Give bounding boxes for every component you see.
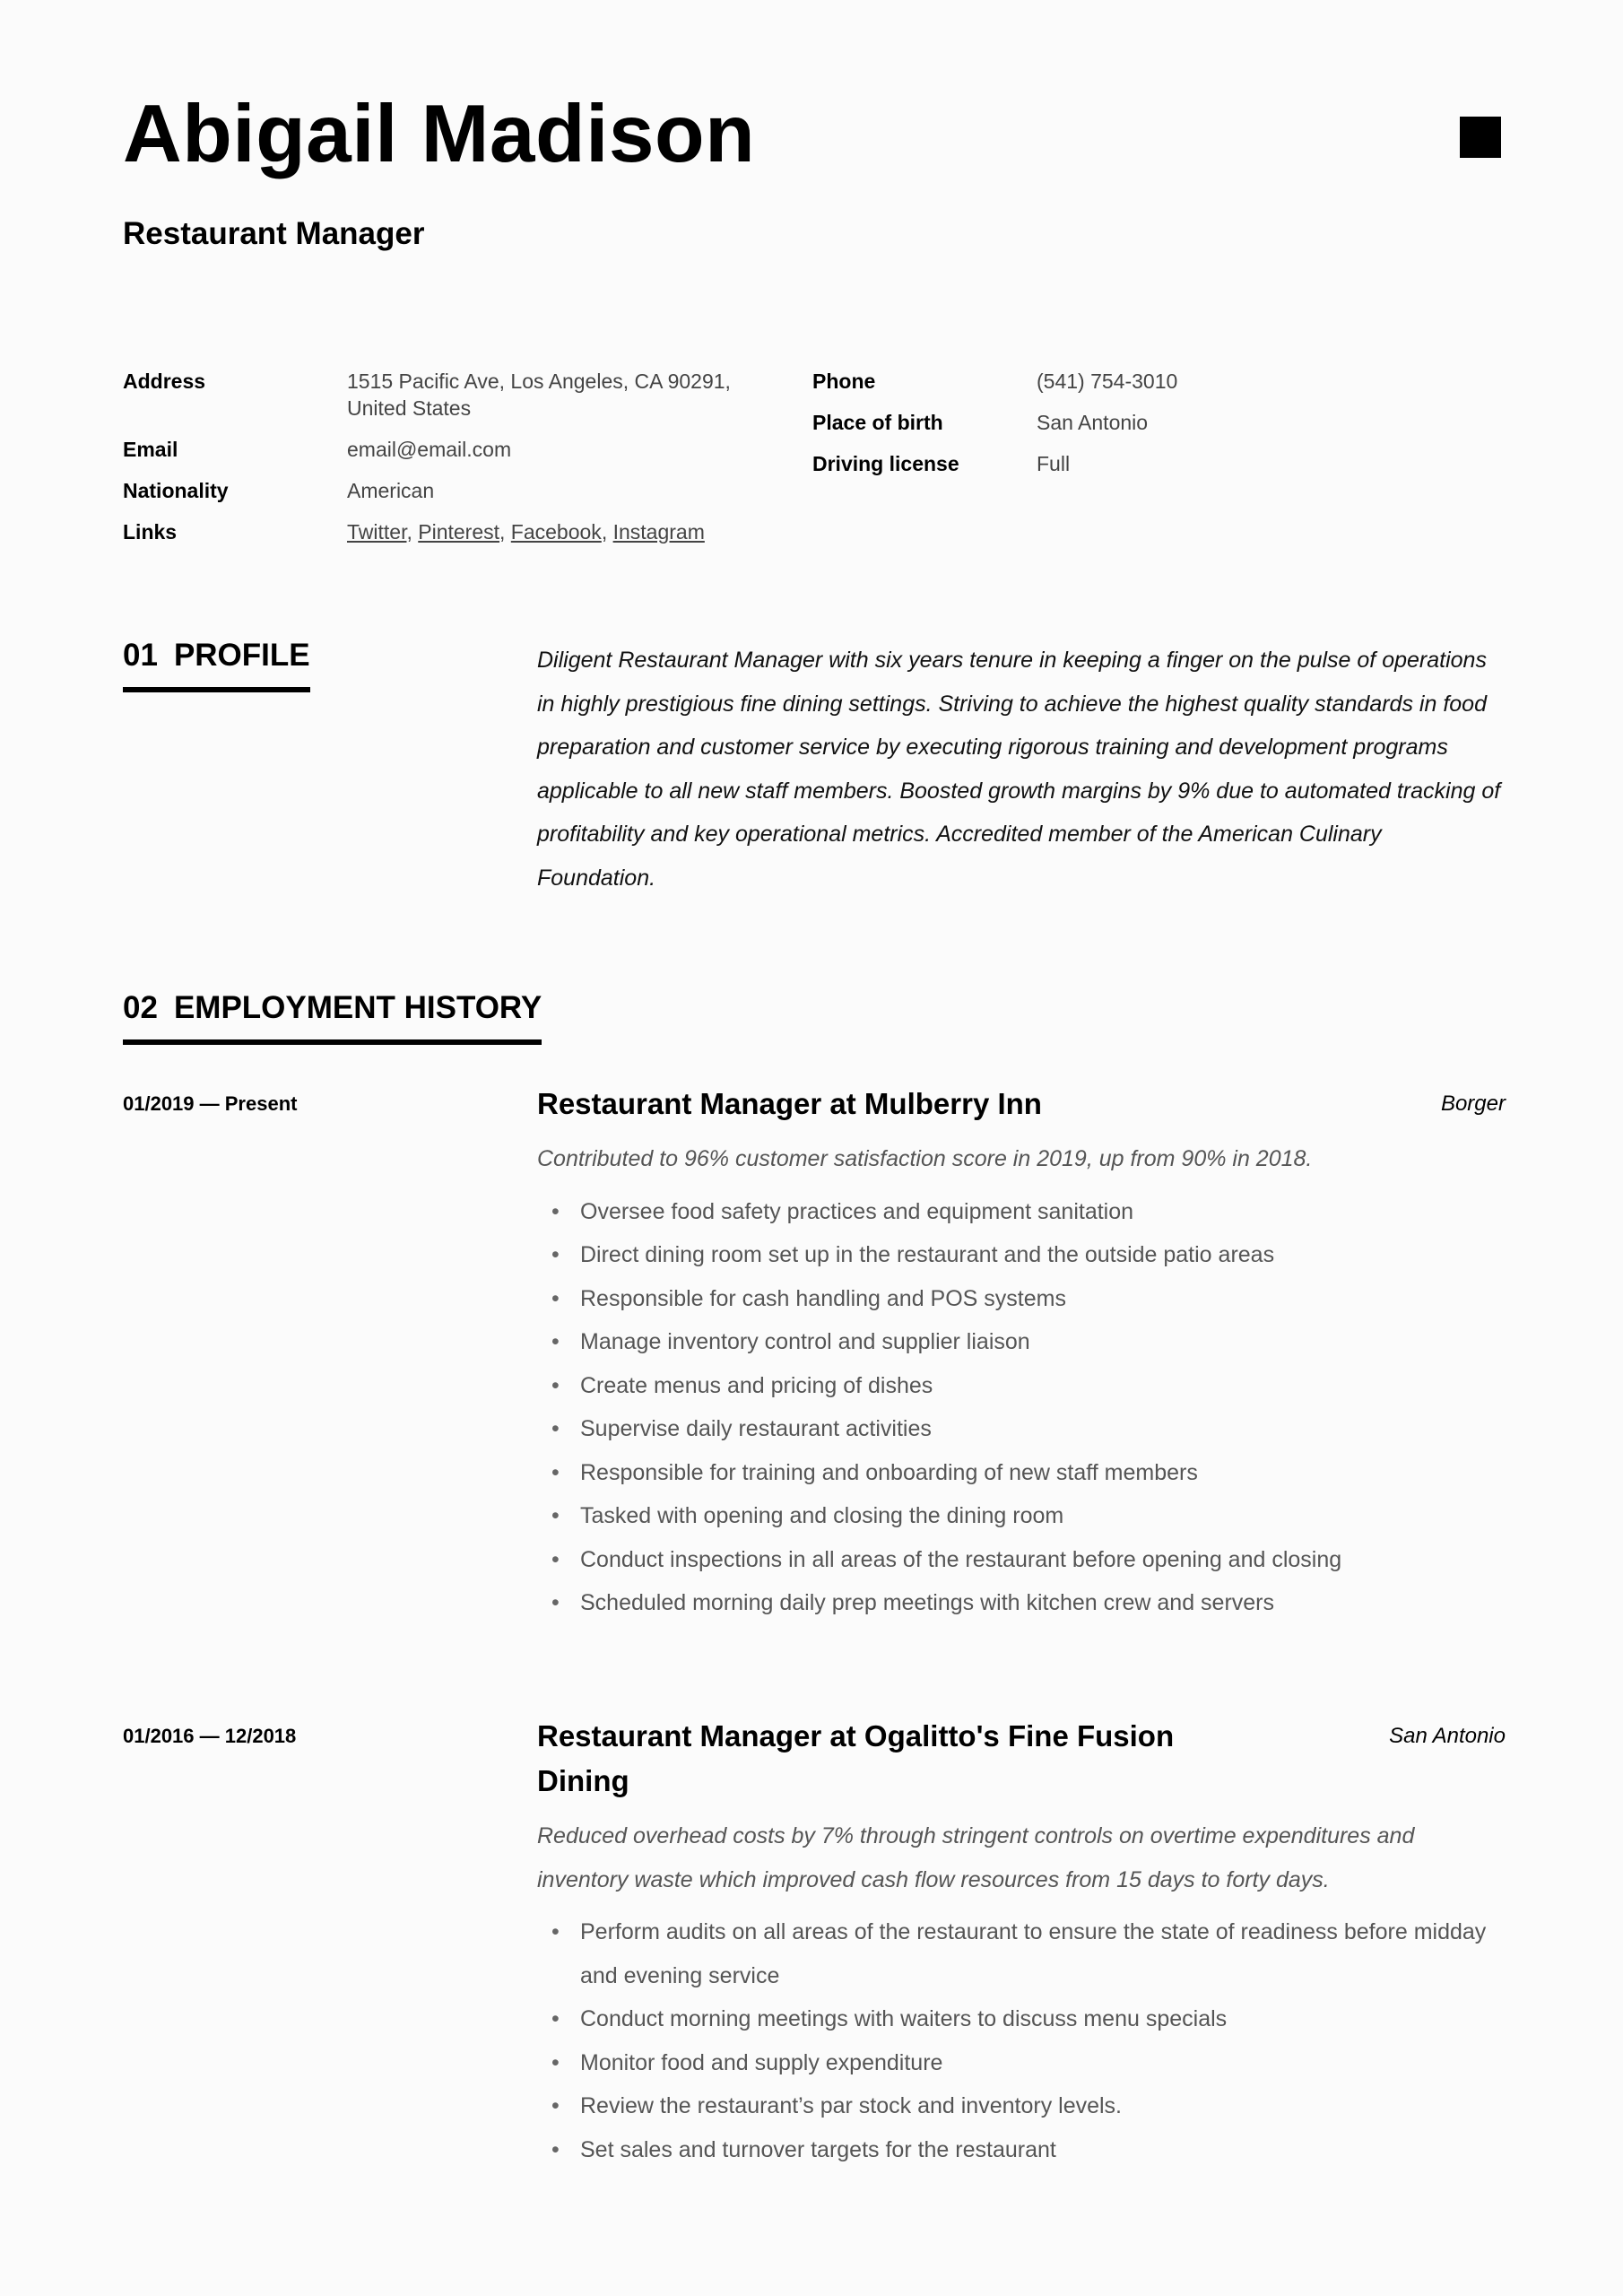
square-logo-icon	[1460, 117, 1501, 158]
employment-section-number: 02	[123, 990, 158, 1025]
job-body	[537, 1087, 1506, 1625]
detail-nationality	[123, 477, 768, 504]
bullet-icon: •	[551, 2049, 560, 2075]
employment-heading	[123, 989, 542, 1045]
list-item: • Manage inventory control and supplier liaison	[537, 1320, 1506, 1364]
profile-section-number: 01	[123, 638, 158, 673]
bullet-icon: •	[551, 1198, 560, 1224]
detail-birthplace	[812, 409, 1458, 436]
job-bullet-list	[537, 1190, 1506, 1625]
detail-links	[123, 518, 768, 545]
detail-phone	[812, 368, 1458, 395]
job-summary: Contributed to 96% customer satisfaction score in 2019, up from 90% in 2018.	[537, 1146, 1313, 1171]
job-body	[537, 1719, 1506, 2171]
detail-address	[123, 368, 768, 422]
license-label: Driving license	[812, 452, 959, 475]
bullet-icon: •	[551, 2136, 560, 2162]
detail-email	[123, 436, 768, 463]
bullet-icon: •	[551, 1329, 560, 1354]
birthplace-value: San Antonio	[1037, 411, 1149, 434]
address-line-2: United States	[347, 396, 472, 420]
profile-text: Diligent Restaurant Manager with six years tenure in keeping a finger on the pulse of operations in highly prestigious fine dining settings. Striving to achieve the highest quality standards in food preparation and customer service by executing rigorous training and development programs applicable to all new staff members. Boosted growth margins by 9% due to automated tracking of profitability and key operational metrics. Accredited member of the American Culinary Foundation.	[537, 648, 1501, 891]
bullet-icon: •	[551, 1919, 560, 1944]
email-label: Email	[123, 438, 178, 461]
detail-license	[812, 450, 1458, 477]
job-header	[537, 1087, 1506, 1126]
birthplace-label: Place of birth	[812, 411, 943, 434]
candidate-job-title: Restaurant Manager	[123, 216, 425, 251]
link-pinterest[interactable]: Pinterest	[418, 520, 500, 544]
bullet-icon: •	[551, 1285, 560, 1311]
list-item: • Conduct inspections in all areas of the restaurant before opening and closing	[537, 1538, 1506, 1582]
profile-heading	[123, 637, 310, 692]
details-right-column	[812, 368, 1458, 491]
job-location: Borger	[1440, 1091, 1506, 1116]
list-item: • Perform audits on all areas of the restaurant to ensure the state of readiness before midday and evening service	[537, 1910, 1506, 1997]
list-item: • Direct dining room set up in the restaurant and the outside patio areas	[537, 1233, 1506, 1277]
bullet-icon: •	[551, 1242, 560, 1267]
list-item: • Tasked with opening and closing the dining room	[537, 1494, 1506, 1538]
employment-section-title: EMPLOYMENT HISTORY	[173, 990, 542, 1025]
list-item: • Responsible for cash handling and POS systems	[537, 1277, 1506, 1321]
bullet-icon: •	[551, 1503, 560, 1528]
bullet-icon: •	[551, 1416, 560, 1441]
list-item: • Responsible for training and onboarding of new staff members	[537, 1451, 1506, 1495]
list-item: • Scheduled morning daily prep meetings with kitchen crew and servers	[537, 1581, 1506, 1625]
job-position: Restaurant Manager at Mulberry Inn	[537, 1087, 1042, 1120]
list-item: • Supervise daily restaurant activities	[537, 1407, 1506, 1451]
nationality-label: Nationality	[123, 479, 229, 502]
list-item: • Review the restaurant’s par stock and inventory levels.	[537, 2084, 1506, 2128]
list-item: • Monitor food and supply expenditure	[537, 2041, 1506, 2085]
license-value: Full	[1037, 452, 1071, 475]
list-item: • Oversee food safety practices and equipment sanitation	[537, 1190, 1506, 1234]
details-left-column	[123, 368, 768, 560]
job-bullet-list	[537, 1910, 1506, 2171]
job-dates: 01/2016 — 12/2018	[123, 1725, 297, 1747]
bullet-icon: •	[551, 1546, 560, 1572]
link-facebook[interactable]: Facebook	[510, 520, 602, 544]
link-instagram[interactable]: Instagram	[612, 520, 705, 544]
list-item: • Create menus and pricing of dishes	[537, 1364, 1506, 1408]
phone-label: Phone	[812, 370, 876, 393]
address-value	[347, 368, 742, 422]
job-dates: 01/2019 — Present	[123, 1092, 298, 1115]
profile-section-title: PROFILE	[173, 638, 310, 673]
bullet-icon: •	[551, 1372, 560, 1398]
link-twitter[interactable]: Twitter	[347, 520, 407, 544]
address-label: Address	[123, 370, 206, 393]
email-value: email@email.com	[347, 438, 512, 461]
bullet-icon: •	[551, 2093, 560, 2118]
job-summary: Reduced overhead costs by 7% through stringent controls on overtime expenditures and inventory waste which improved cash flow resources from 15 days to forty days.	[537, 1823, 1415, 1892]
links-label: Links	[123, 520, 178, 544]
bullet-icon: •	[551, 2006, 560, 2031]
job-location: San Antonio	[1389, 1724, 1506, 1748]
phone-value: (541) 754-3010	[1037, 370, 1178, 393]
links-value: Twitter, Pinterest, Facebook, Instagram	[347, 520, 705, 544]
list-item: • Conduct morning meetings with waiters to discuss menu specials	[537, 1997, 1506, 2041]
job-position: Restaurant Manager at Ogalitto's Fine Fusion Dining	[537, 1719, 1175, 1797]
nationality-value: American	[347, 479, 435, 502]
bullet-icon: •	[551, 1459, 560, 1485]
list-item: • Set sales and turnover targets for the restaurant	[537, 2128, 1506, 2172]
job-header	[537, 1719, 1506, 1804]
address-line-1: 1515 Pacific Ave, Los Angeles, CA 90291,	[347, 370, 731, 393]
candidate-name: Abigail Madison	[123, 89, 756, 179]
bullet-icon: •	[551, 1590, 560, 1615]
